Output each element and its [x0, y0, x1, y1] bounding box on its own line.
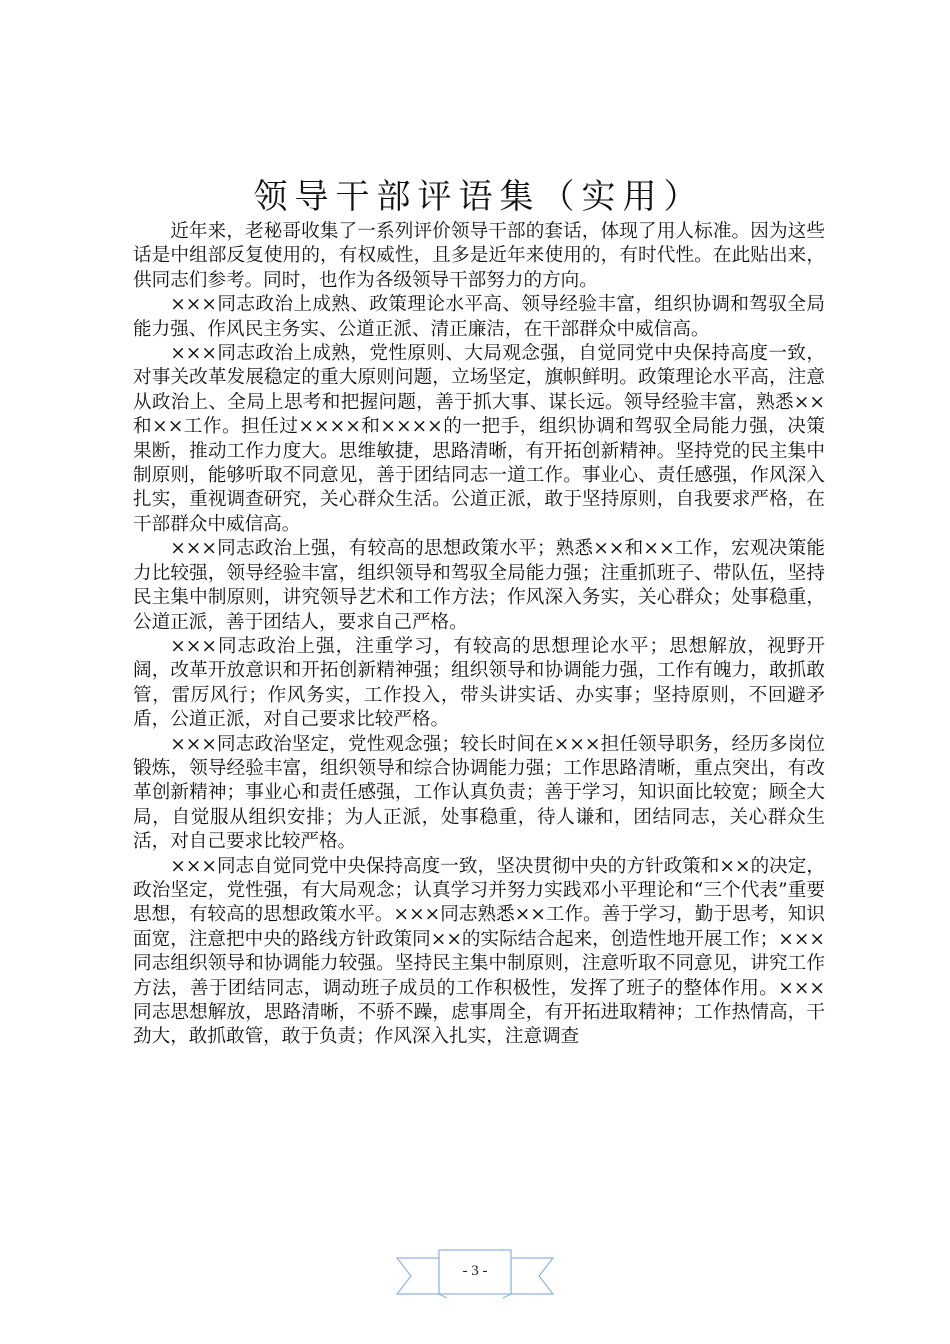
page-footer	[395, 1246, 555, 1302]
paragraph-evaluation-4: ×××同志政治上强，注重学习，有较高的思想理论水平；思想解放，视野开阔，改革开放意识和开拓创新精神强；组织领导和协调能力强，工作有魄力，敢抓敢管，雷厉风行；作风务实，工作投入，带头讲实话、办实事；坚持原则，不回避矛盾，公道正派，对自己要求比较严格。	[133, 635, 825, 731]
paragraph-evaluation-2: ×××同志政治上成熟，党性原则、大局观念强，自觉同党中央保持高度一致，对事关改革发展稳定的重大原则问题，立场坚定，旗帜鲜明。政策理论水平高，注意从政治上、全局上思考和把握问题，善于抓大事、谋长远。领导经验丰富，熟悉××和××工作。担任过××××和××××的一把手，组织协调和驾驭全局能力强，决策果断，推动工作力度大。思维敏捷，思路清晰，有开拓创新精神。坚持党的民主集中制原则，能够听取不同意见，善于团结同志一道工作。事业心、责任感强，作风深入扎实，重视调查研究，关心群众生活。公道正派，敢于坚持原则，自我要求严格，在干部群众中威信高。	[133, 343, 825, 535]
paragraph-intro: 近年来，老秘哥收集了一系列评价领导干部的套话，体现了用人标准。因为这些话是中组部反复使用的，有权威性，且多是近年来使用的，有时代性。在此贴出来，供同志们参考。同时，也作为各级领导干部努力的方向。	[133, 221, 825, 291]
document-title: 领导干部评语集（实用）	[253, 177, 705, 217]
paragraph-evaluation-6: ×××同志自觉同党中央保持高度一致，坚决贯彻中央的方针政策和××的决定，政治坚定，党性强，有大局观念；认真学习并努力实践邓小平理论和“三个代表”重要思想，有较高的思想政策水平。×××同志熟悉××工作。善于学习，勤于思考，知识面宽，注意把中央的路线方针政策同××的实际结合起来，创造性地开展工作；×××同志组织领导和协调能力较强。坚持民主集中制原则，注意听取不同意见，讲究工作方法，善于团结同志，调动班子成员的工作积极性，发挥了班子的整体作用。×××同志思想解放，思路清晰，不骄不躁，虑事周全，有开拓进取精神；工作热情高，干劲大，敢抓敢管，敢于负责；作风深入扎实，注意调查	[133, 855, 825, 1048]
paragraph-evaluation-1: ×××同志政治上成熟、政策理论水平高、领导经验丰富，组织协调和驾驭全局能力强、作风民主务实、公道正派、清正廉洁，在干部群众中威信高。	[133, 294, 825, 340]
paragraph-evaluation-5: ×××同志政治坚定，党性观念强；较长时间在×××担任领导职务，经历多岗位锻炼，领导经验丰富，组织领导和综合协调能力强；工作思路清晰，重点突出，有改革创新精神；事业心和责任感强，工作认真负责；善于学习，知识面比较宽；顾全大局，自觉服从组织安排；为人正派，处事稳重，待人谦和，团结同志，关心群众生活，对自己要求比较严格。	[133, 733, 825, 853]
paragraph-evaluation-3: ×××同志政治上强，有较高的思想政策水平；熟悉××和××工作，宏观决策能力比较强，领导经验丰富，组织领导和驾驭全局能力强；注重抓班子、带队伍，坚持民主集中制原则，讲究领导艺术和工作方法；作风深入务实，关心群众；处事稳重，公道正派，善于团结人，要求自己严格。	[133, 538, 825, 633]
page-number: - 3 -	[462, 1263, 488, 1279]
document-body	[133, 220, 825, 1050]
